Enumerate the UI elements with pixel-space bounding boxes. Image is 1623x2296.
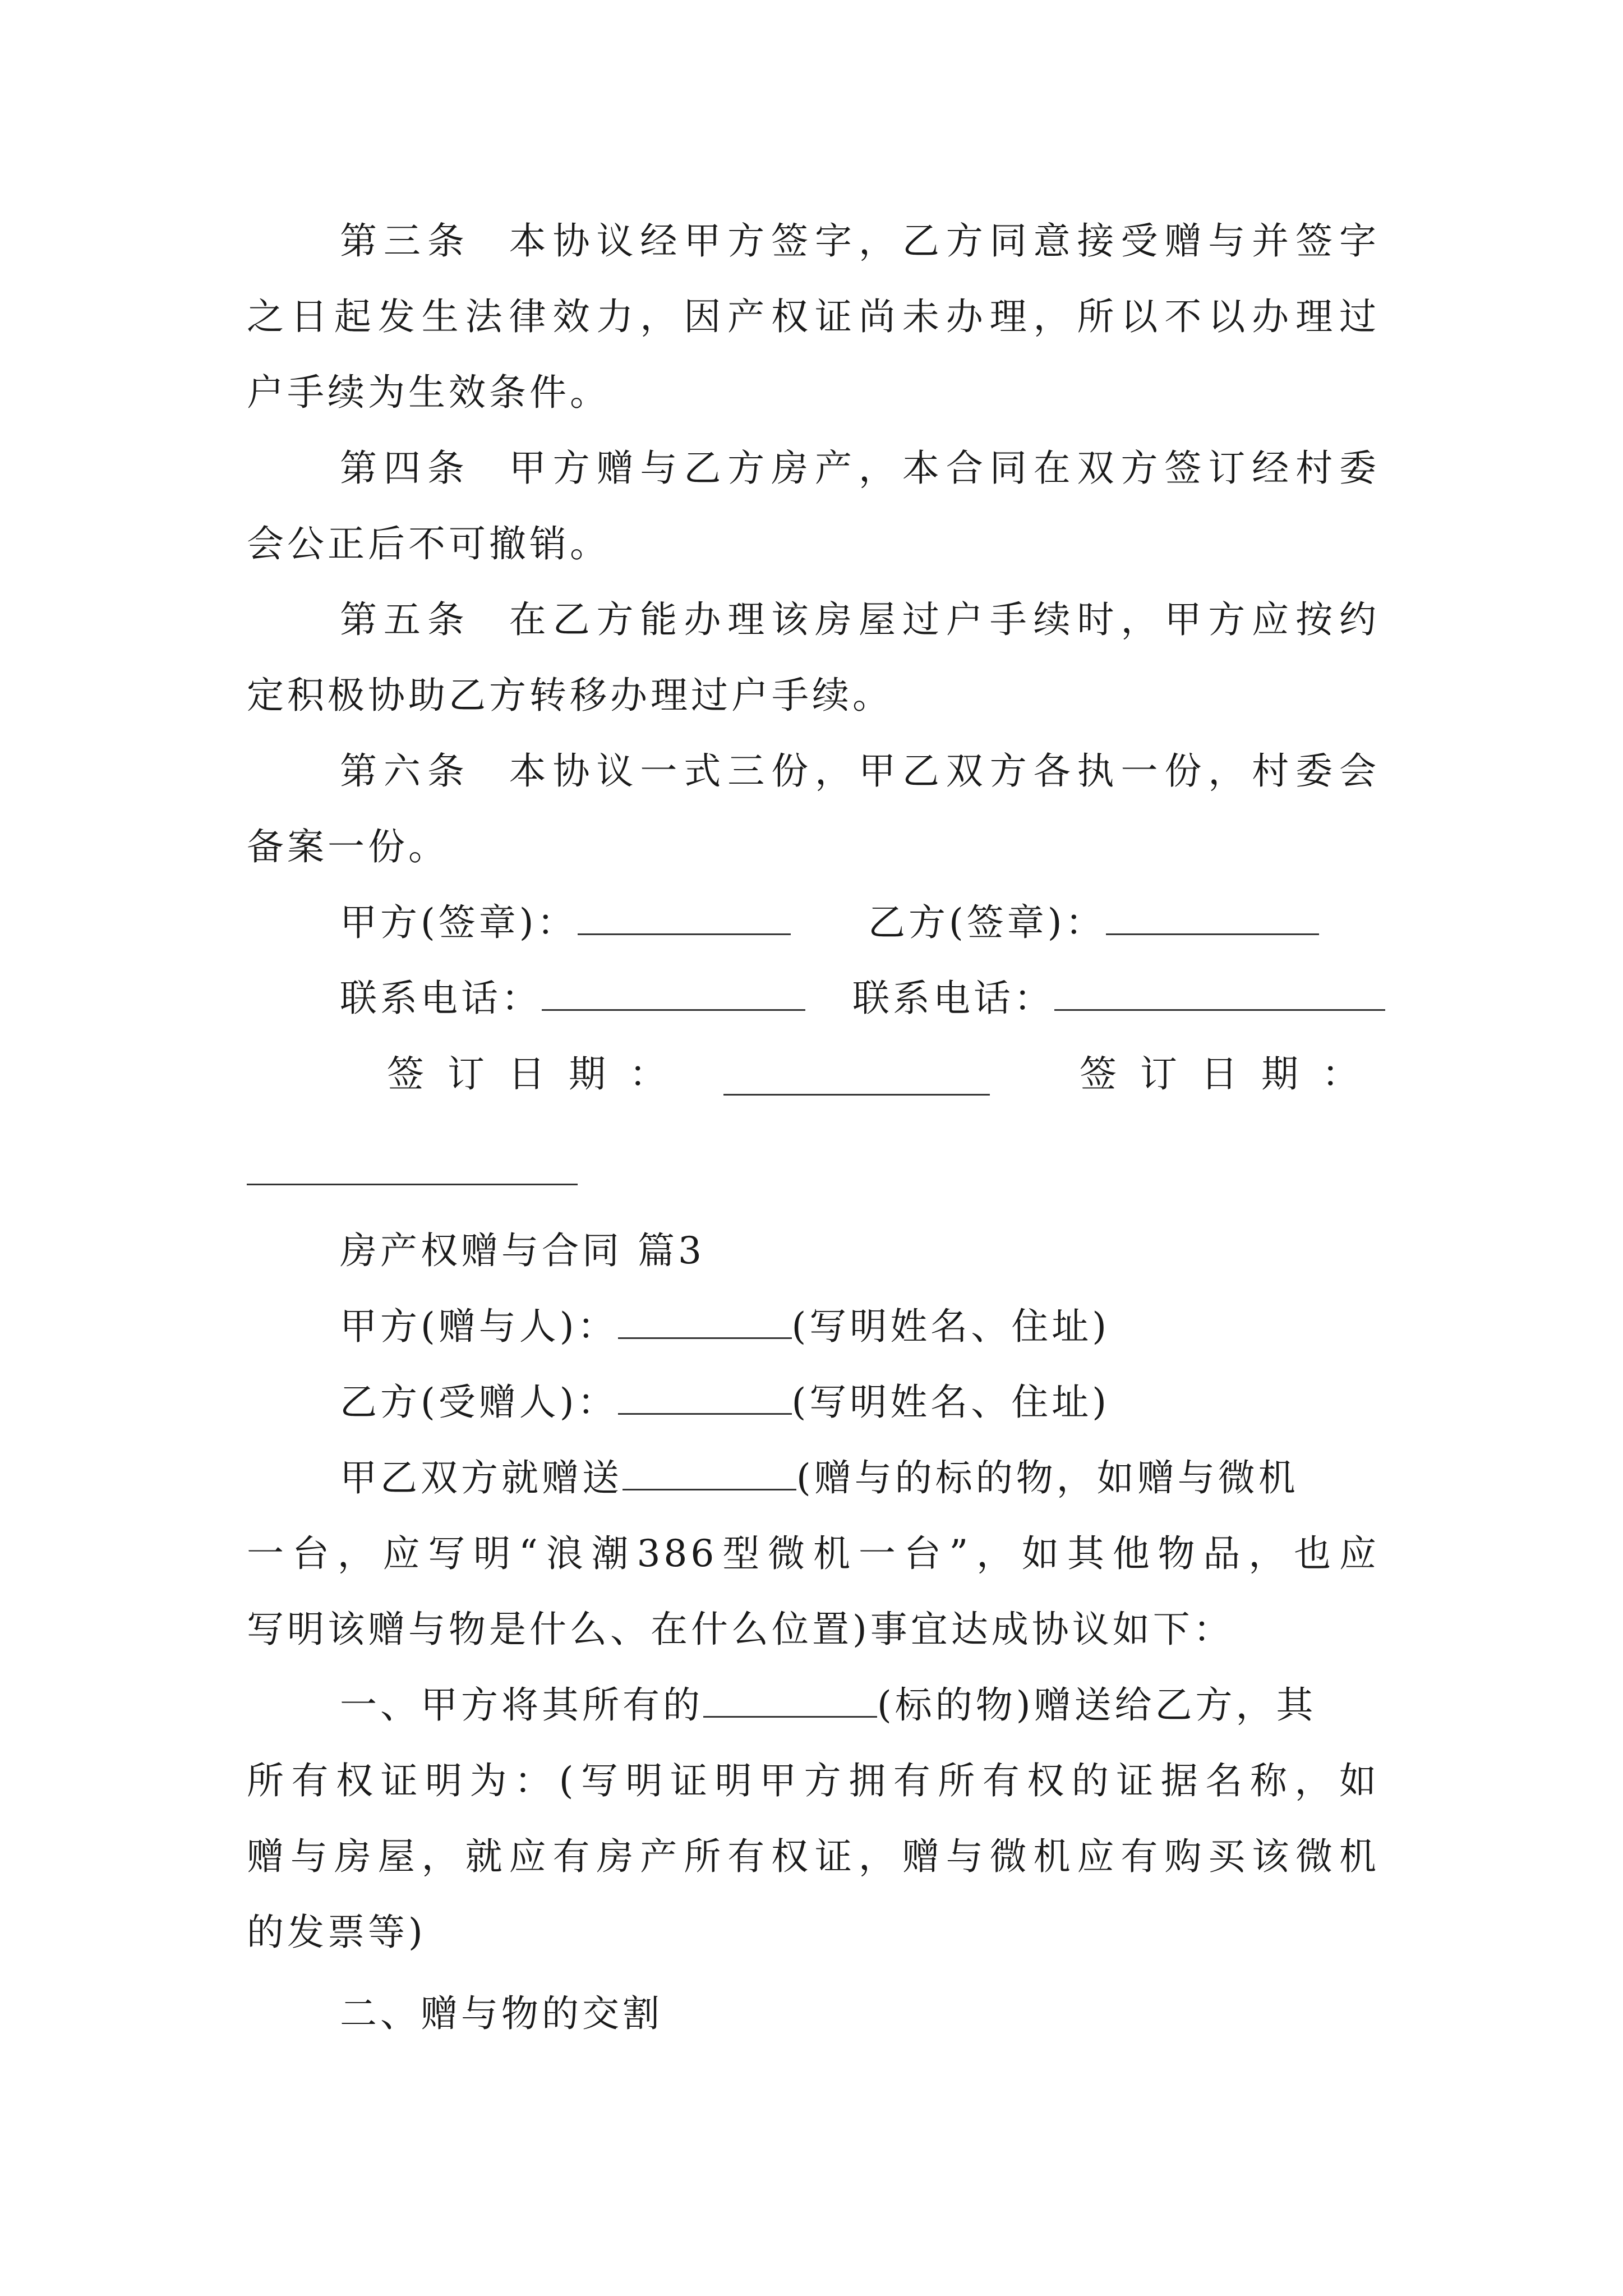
party-a-donor-row: [340, 1299, 1380, 1355]
article4-label: 第四条: [340, 447, 471, 490]
party-b-seal-label: 乙方(签章)：: [868, 901, 1106, 944]
date-a-row: [387, 1046, 690, 1102]
clause2-heading: 二、赠与物的交割: [340, 1992, 663, 2035]
article6-line2: 备案一份。: [247, 825, 449, 868]
party-a-donor-label: 甲方(赠与人)：: [340, 1305, 618, 1348]
phone-b-blank[interactable]: [1054, 976, 1385, 1011]
date-b-row: [1080, 1046, 1382, 1102]
party-a-seal-row: [340, 895, 791, 951]
date-b-label: 签订日期：: [1080, 1052, 1382, 1096]
clause1-line2: 所有权证明为：(写明证明甲方拥有所有权的证据名称，如: [247, 1759, 1380, 1802]
intro-line1: [340, 1450, 1380, 1506]
clause1-line1: [340, 1677, 1380, 1733]
party-a-seal-label: 甲方(签章)：: [340, 901, 578, 944]
clause1-lead: 一、甲方将其所有的: [340, 1683, 703, 1727]
party-a-donor-note: (写明姓名、住址): [791, 1305, 1110, 1348]
clause1-line3: 赠与房屋，就应有房产所有权证，赠与微机应有购买该微机: [247, 1835, 1380, 1878]
contract3-title: 房产权赠与合同 篇3: [340, 1229, 705, 1272]
party-b-seal-blank[interactable]: [1106, 900, 1319, 935]
article4-text1: 甲方赠与乙方房产，本合同在双方签订经村委: [505, 447, 1380, 490]
clause1-line4: 的发票等): [247, 1911, 426, 1954]
article3-label: 第三条: [340, 219, 471, 263]
phone-a-label: 联系电话：: [340, 977, 542, 1020]
date-a-label: 签订日期：: [387, 1052, 690, 1096]
clause1-item-blank[interactable]: [703, 1682, 877, 1718]
intro-line2: 一台，应写明“浪潮386型微机一台”，如其他物品，也应: [247, 1532, 1380, 1575]
article4-line1: [340, 440, 1380, 496]
date-b-blank[interactable]: [247, 1184, 578, 1185]
party-b-donee-row: [340, 1374, 1380, 1430]
party-a-donor-blank[interactable]: [618, 1304, 792, 1339]
article3-line3: 户手续为生效条件。: [247, 371, 610, 414]
intro-line3: 写明该赠与物是什么、在什么位置)事宜达成协议如下：: [247, 1608, 1234, 1651]
article4-line2: 会公正后不可撤销。: [247, 522, 610, 565]
article5-label: 第五条: [340, 598, 471, 641]
article3-text1: 本协议经甲方签字，乙方同意接受赠与并签字: [505, 219, 1380, 263]
phone-b-label: 联系电话：: [852, 977, 1054, 1020]
party-b-seal-row: [868, 895, 1319, 951]
party-a-seal-blank[interactable]: [578, 900, 791, 935]
intro-tail1: (赠与的标的物，如赠与微机: [796, 1456, 1299, 1499]
party-b-donee-label: 乙方(受赠人)：: [340, 1381, 618, 1424]
article5-line1: [340, 592, 1380, 648]
party-b-donee-note: (写明姓名、住址): [791, 1381, 1110, 1424]
phone-a-row: [340, 970, 805, 1027]
article6-line1: [340, 743, 1380, 799]
intro-lead: 甲乙双方就赠送: [340, 1456, 623, 1499]
article5-text1: 在乙方能办理该房屋过户手续时，甲方应按约: [505, 598, 1380, 641]
clause1-tail: (标的物)赠送给乙方，其: [877, 1683, 1317, 1727]
article3-line1: [340, 213, 1380, 269]
article3-line2: 之日起发生法律效力，因产权证尚未办理，所以不以办理过: [247, 295, 1380, 338]
article6-label: 第六条: [340, 749, 471, 793]
article6-text1: 本协议一式三份，甲乙双方各执一份，村委会: [505, 749, 1380, 793]
party-b-donee-blank[interactable]: [618, 1379, 792, 1415]
phone-a-blank[interactable]: [542, 976, 805, 1011]
date-a-blank[interactable]: [723, 1094, 990, 1096]
article5-line2: 定积极协助乙方转移办理过户手续。: [247, 674, 893, 717]
phone-b-row: [852, 970, 1385, 1027]
gift-item-blank[interactable]: [623, 1455, 796, 1490]
